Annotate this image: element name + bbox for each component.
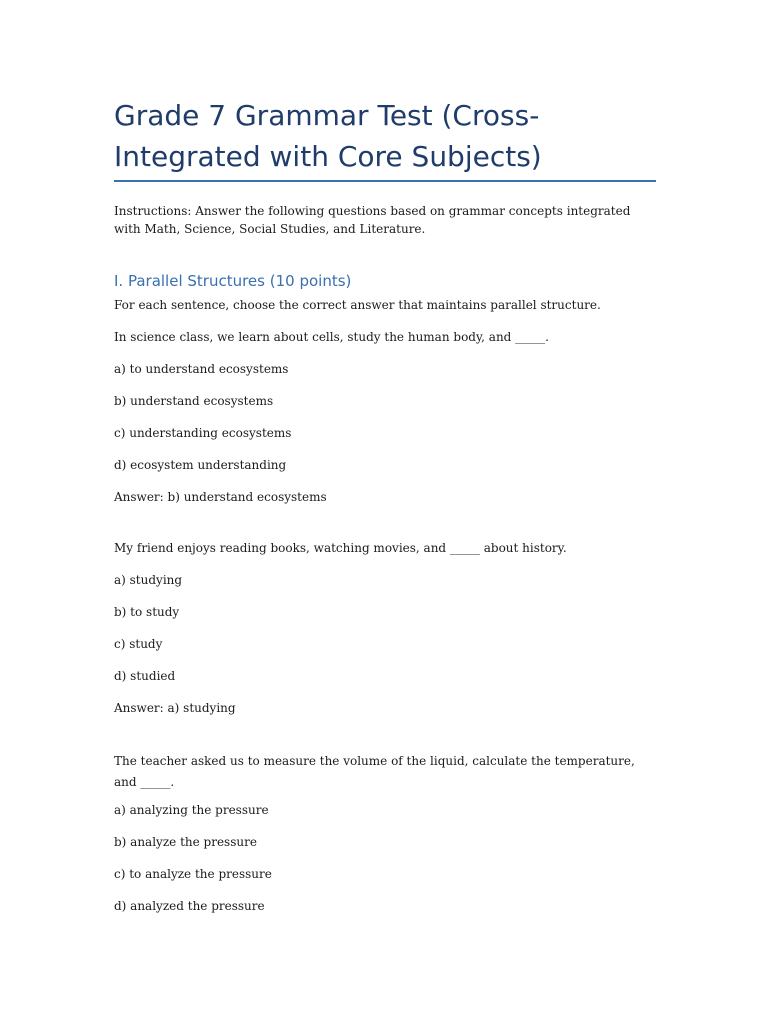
instructions-paragraph: Instructions: Answer the following questions based on grammar concepts integrated with Math, Science, Social Studies, and Literature. (114, 204, 631, 236)
question-1-answer: Answer: b) understand ecosystems (114, 490, 327, 504)
document-title (114, 95, 656, 177)
section-heading-parallel-structures: I. Parallel Structures (10 points) (114, 272, 352, 290)
question-2-option-a: a) studying (114, 573, 183, 587)
question-1-option-a: a) to understand ecosystems (114, 362, 289, 376)
question-1-option-b: b) understand ecosystems (114, 394, 274, 408)
question-3-option-d: d) analyzed the pressure (114, 899, 265, 913)
question-2-option-c: c) study (114, 637, 163, 651)
question-3-option-b: b) analyze the pressure (114, 835, 257, 849)
question-2-option-b: b) to study (114, 605, 180, 619)
title-underline (114, 180, 656, 182)
section-intro: For each sentence, choose the correct answer that maintains parallel structure. (114, 298, 601, 312)
question-1-prompt: In science class, we learn about cells, study the human body, and _____. (114, 330, 549, 344)
question-2-prompt: My friend enjoys reading books, watching movies, and _____ about history. (114, 541, 567, 555)
document-title-line-1: Grade 7 Grammar Test (Cross- (114, 99, 540, 132)
question-2-option-d: d) studied (114, 669, 176, 683)
question-3-option-a: a) analyzing the pressure (114, 803, 269, 817)
question-1-option-c: c) understanding ecosystems (114, 426, 292, 440)
document-title-line-2: Integrated with Core Subjects) (114, 140, 542, 173)
question-1-option-d: d) ecosystem understanding (114, 458, 287, 472)
question-2-answer: Answer: a) studying (114, 701, 236, 715)
question-3-prompt: The teacher asked us to measure the volume of the liquid, calculate the temperature, and _____. (114, 754, 635, 789)
question-3-option-c: c) to analyze the pressure (114, 867, 272, 881)
